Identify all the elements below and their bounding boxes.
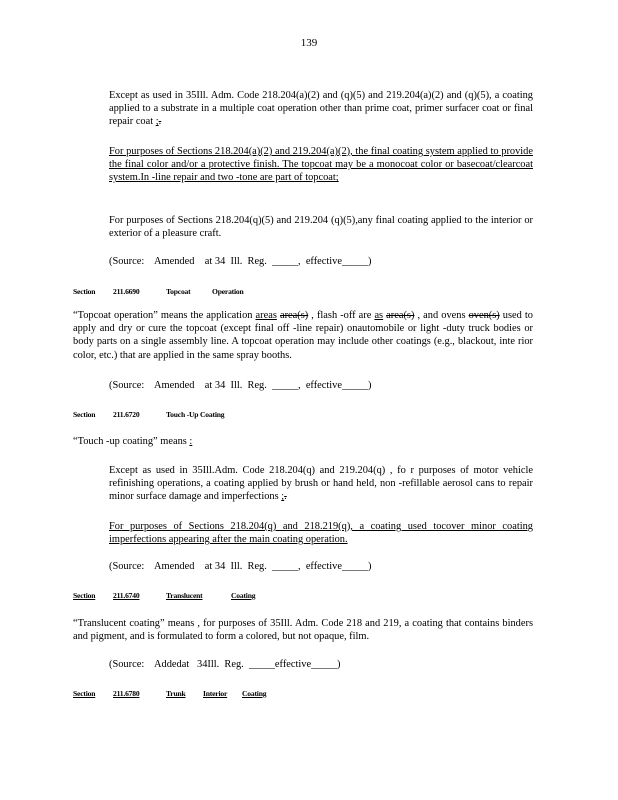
- definition-text: “Touch -up coating” means: [73, 436, 190, 447]
- paragraph-minor-imperfections: For purposes of Sections 218.204(q) and 218.219(q), a coating used tocover minor coating imperfections appearing after the main coating operation.: [109, 521, 533, 546]
- section-heading-211-6780: [73, 689, 266, 698]
- deleted-text: oven(s): [468, 310, 500, 321]
- section-number: 211.6740: [113, 591, 140, 600]
- section-title: Touch -Up Coating: [166, 410, 225, 419]
- section-number: 211.6690: [113, 287, 140, 296]
- paragraph-pleasure-craft: For purposes of Sections 218.204(q)(5) and 219.204 (q)(5),any final coating applied to the interior or exterior of a pleasure craft.: [109, 215, 533, 240]
- definition-topcoat-operation: [73, 309, 533, 362]
- definition-touch-up-coating: [73, 435, 533, 448]
- inserted-text: :: [189, 436, 193, 447]
- definition-translucent-coating: “Translucent coating” means , for purposes of 35Ill. Adm. Code 218 and 219, a coating that contains binders and pigment, and is formulated to form a colored, but not opaque, film.: [73, 618, 533, 643]
- paragraph-text: Except as used in 35Ill. Adm. Code 218.204(a)(2) and (q)(5) and 219.204(a)(2) and (q)(5), a coating applied to a substrate in a multiple coat operation other than prime coat, primer surfacer coat or final repair coat: [109, 90, 533, 128]
- source-note: (Source: Amended at 34 Ill. Reg. _____, effective_____): [109, 380, 372, 391]
- inserted-text: as: [374, 310, 384, 321]
- source-note: (Source: Amended at 34 Ill. Reg. _____, effective_____): [109, 256, 372, 267]
- source-note: (Source: Addedat 34Ill. Reg. _____effective_____): [109, 659, 341, 670]
- section-title: Translucent: [166, 591, 203, 600]
- section-heading-211-6740: [73, 591, 255, 600]
- deleted-text: area(s): [279, 310, 309, 321]
- section-heading-211-6720: [73, 410, 224, 419]
- section-title: Interior: [203, 689, 228, 698]
- paragraph-motor-vehicle-refinishing: [109, 464, 533, 504]
- definition-text: , flash -off are: [308, 310, 375, 321]
- definition-text: used to apply and dry or cure the topcoat (except final off -line repair) onautomobile or light -duty truck bodies or body parts on a single assembly line. A topcoat operation may include other coatings (e.g., blackout, inte rior color, etc.) that are applied in the same spray booths.: [73, 310, 534, 361]
- page-number: 139: [300, 37, 318, 49]
- paragraph-topcoat-purposes: For purposes of Sections 218.204(a)(2) and 219.204(a)(2), the final coating system applied to provide the final color and/or a protective finish. The topcoat may be a monocoat color or basecoat/clearcoat system.In -line repair and two -tone are part of topcoat;: [109, 146, 533, 184]
- section-number: 211.6720: [113, 410, 140, 419]
- inserted-text: areas: [255, 310, 277, 321]
- section-title: Topcoat: [166, 287, 191, 296]
- section-title: Coating: [242, 689, 267, 698]
- definition-text: , and ovens: [414, 310, 469, 321]
- section-number: 211.6780: [113, 689, 140, 698]
- definition-text: “Topcoat operation” means the application: [73, 310, 256, 321]
- inserted-text: ;: [155, 116, 159, 128]
- deleted-text: .: [158, 116, 162, 128]
- section-heading-211-6690: [73, 287, 244, 296]
- section-label: Section: [73, 410, 96, 419]
- section-label: Section: [73, 287, 96, 296]
- paragraph-text: Except as used in 35Ill.Adm. Code 218.204(q) and 219.204(q) , fo r purposes of motor vehicle refinishing operations, a coating applied by brush or hand held, non -refillable aerosol cans to repair minor surface damage and imperfections: [109, 465, 533, 503]
- section-label: Section: [73, 591, 96, 600]
- section-title: Operation: [212, 287, 244, 296]
- paragraph-except-multiple-coat: [109, 89, 533, 129]
- deleted-text: area(s): [386, 310, 415, 321]
- section-title: Coating: [231, 591, 256, 600]
- section-title: Trunk: [166, 689, 186, 698]
- section-label: Section: [73, 689, 96, 698]
- deleted-text: .: [284, 491, 287, 503]
- inserted-text: ;: [281, 491, 285, 503]
- source-note: (Source: Amended at 34 Ill. Reg. _____, effective_____): [109, 561, 372, 572]
